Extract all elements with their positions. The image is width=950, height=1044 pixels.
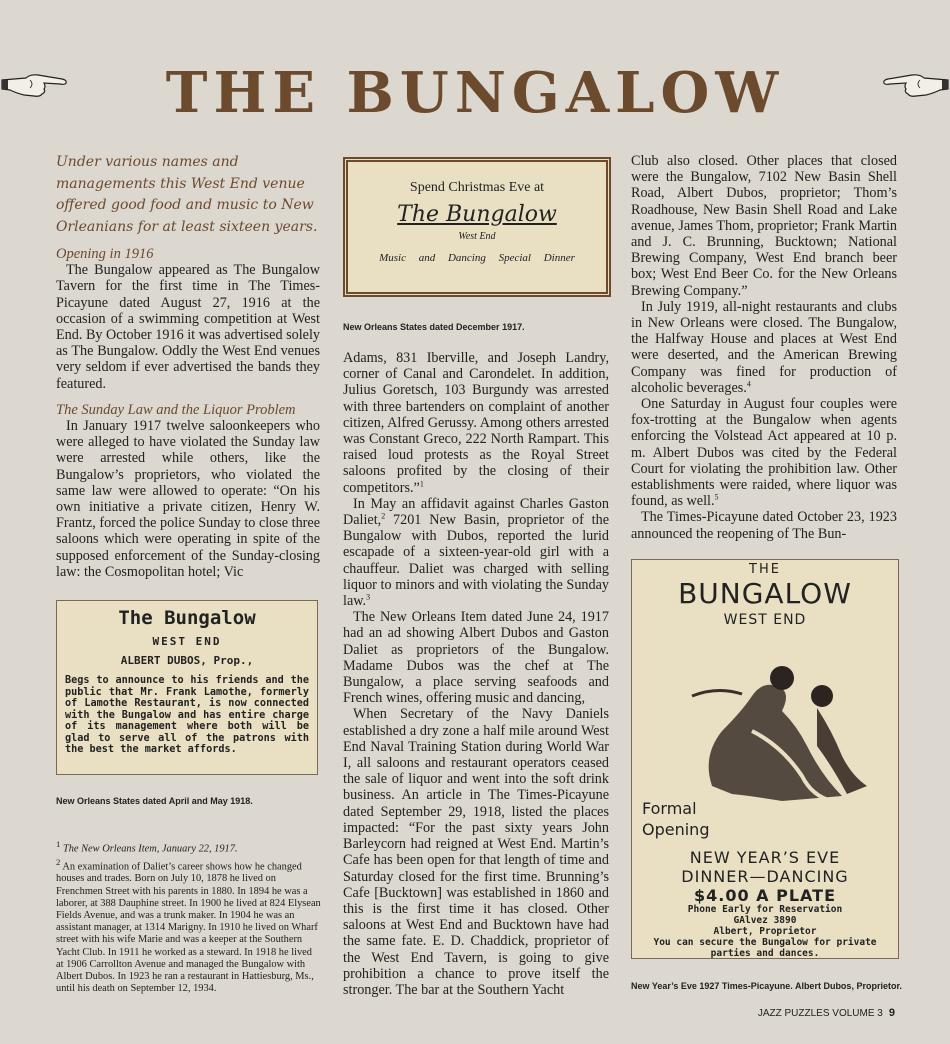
ad-line: WEST END <box>723 612 807 628</box>
footnote-text: An examination of Daliet’s career shows how he changed houses and trades. Born on July 10, 1878 he lived on Frenchmen Street with his parents in 1880. In 1894 he was a laborer, at 388 Dauphine street. In 1900 he lived at 824 Elysean Fields Avenue, and was a trunk maker. In 1904 he was an assistant manager, at 1314 Marigny. In 1910 he lived on Wharf street with his wife Marie and was a keeper at the Southern Yacht Club. In 1911 he worked as a steward. In 1918 he lived at 1906 Carrollton Avenue and managed the Bungalow with Albert Dubos. In 1923 he ran a restaurant in Hattiesburg, Ms., until his death on September 12, 1934. <box>56 861 321 995</box>
paragraph-text: In May an affidavit against Charles Gaston Daliet, <box>343 495 609 529</box>
ad-line: GAlvez 3890 <box>733 915 797 926</box>
section-heading-opening: Opening in 1916 <box>56 246 154 262</box>
christmas-ad <box>343 157 611 297</box>
ad-line: Music and Dancing Special Dinner <box>379 252 575 264</box>
footnote-2 <box>56 856 321 996</box>
footnote-ref: 4 <box>746 379 751 389</box>
paragraph <box>631 299 897 396</box>
paragraph-text: In July 1919, all-night restaurants and clubs in New Orleans were closed. The Bungalow, the Halfway House and places at West End were deserted, and the American Brewing Company was fined for production of alcoholic beverages. <box>631 298 897 396</box>
ad-line: Spend Christmas Eve at <box>409 180 545 195</box>
paragraph-text: 7201 New Basin, proprietor of the Bungalow with Dubos, reported the lurid escapade of a sixteen-year-old girl with a chauffeur. Daliet was charged with selling liquor to minors and with violating the Sunday law. <box>343 512 609 610</box>
ad-line: ALBERT DUBOS, Prop., <box>120 654 254 667</box>
event-details <box>632 848 898 905</box>
paragraph-opening: The Bungalow appeared as The Bungalow Tavern for the first time in The Times-Picayune dated August 27, 1916 at the occasion of a swimming competition at West End. By October 1916 it was advertised solely as The Bungalow. Oddly the West End venues very seldom if ever advertised the bands they featured. <box>56 262 320 392</box>
ad-line: West End <box>458 231 496 242</box>
ad-line: Formal <box>642 799 697 818</box>
footnote-ref: 5 <box>714 492 719 502</box>
footnote-number: 1 <box>56 839 61 849</box>
paragraph-text: One Saturday in August four couples were fox-trotting at the Bungalow when agents enforcing the Volstead Act appeared at 10 p. m. Albert Dubos was cited by the Federal Court for violating the prohibition law. Other establishments were raided, where liquor was found, as well. <box>631 396 897 510</box>
ad-line: Opening <box>642 820 710 839</box>
column-1 <box>56 246 320 580</box>
paragraph <box>343 350 609 496</box>
ad-line: Albert, Proprietor <box>713 926 817 937</box>
ad-body: Begs to announce to his friends and the public that Mr. Frank Lamothe, formerly of Lamothe Restaurant, is now connected with the Bungalow and has entire charge of its management where both will be glad to serve all of the patrons with the best the market affords. <box>65 675 309 755</box>
ad-line: You can secure the Bungalow for private parties and dances. <box>653 937 877 959</box>
footnote-text: The New Orleans Item, January 22, 1917. <box>62 843 238 855</box>
ad-headline: BUNGALOW <box>678 577 852 610</box>
paragraph: The New Orleans Item dated June 24, 1917 had an ad showing Albert Dubos and Gaston Daliet as proprietors of the Bungalow. Madame Dubos was the chef at The Bungalow, a place serving seafoods and French wines, offering music and dancing, <box>343 609 609 707</box>
ad-headline: The Bungalow <box>397 202 557 227</box>
ad-line: DINNER—DANCING <box>681 867 849 886</box>
footnote-ref: 1 <box>419 478 424 488</box>
paragraph-sunday-law: In January 1917 twelve saloonkeepers who were alleged to have violated the Sunday law were arrested while others, like the Bungalow’s proprietors, who violated the same law were allowed to operate: “On his own initiative a private citizen, Henry W. Frantz, forced the police Sunday to close three saloons which were operating in spite of the supposed enforcement of the Sunday-closing law: the Cosmopolitan hotel; Vic <box>56 418 320 580</box>
footnote-ref: 2 <box>381 511 386 521</box>
lamothe-ad <box>56 600 318 775</box>
formal-opening <box>642 798 709 840</box>
footnote-1 <box>56 838 321 856</box>
column-3 <box>631 153 897 542</box>
footnote-ref: 3 <box>366 592 371 602</box>
ad-line: Phone Early for Reservation <box>687 904 843 915</box>
ad-line: WEST END <box>152 635 222 648</box>
reservation-details <box>632 904 898 959</box>
intro-deck: Under various names and managements this West End venue offered good food and music to New Orleanians for at least sixteen years. <box>56 154 318 235</box>
section-heading-sunday-law: The Sunday Law and the Liquor Problem <box>56 401 296 418</box>
paragraph: When Secretary of the Navy Daniels established a dry zone a half mile around West End Naval Training Station during World War I, all saloons and restaurant operators ceased the sale of liquor and went into the soft drink business. An article in The Times-Picayune dated September 29, 1918, listed the places impacted: “For the past sixty years John Barleycorn had reigned at West End. Martin’s Cafe has been open for that length of time and Saturday closed for the first time. Brunning’s Cafe [Bucktown] was established in 1860 and this is the first time it has closed. Other saloons at West End and Bucktown have had the same fate. E. D. Chaddick, proprietor of the West End Tavern, is going to give prohibition a chance to prove itself the stronger. The bar at the Southern Yacht <box>343 706 609 998</box>
paragraph <box>631 396 897 509</box>
paragraph: Club also closed. Other places that closed were the Bungalow, 7102 New Basin Shell Road, Albert Dubos, proprietor; Thom’s Roadhouse, New Basin Shell Road and Lake avenue, James Thom, proprietor; Frank Martin and J. C. Brunning, Bucktown; National Brewing Company, West End branch beer box; West End Beer Co. for the New Orleans Brewing Company.” <box>631 153 897 299</box>
ad-line: THE <box>749 562 781 577</box>
christmas-ad-caption: New Orleans States dated December 1917. <box>343 322 525 332</box>
paragraph: The Times-Picayune dated October 23, 1923 announced the reopening of The Bun- <box>631 509 897 542</box>
ad-line: NEW YEAR’S EVE <box>689 848 841 867</box>
page-title: THE BUNGALOW <box>165 60 785 126</box>
new-year-ad <box>631 559 899 959</box>
footnote-number: 2 <box>56 856 61 867</box>
lamothe-ad-caption: New Orleans States dated April and May 1918. <box>56 796 253 806</box>
ad-headline: The Bungalow <box>118 607 256 629</box>
new-year-ad-caption: New Year’s Eve 1927 Times-Picayune. Albert Dubos, Proprietor. <box>631 981 902 991</box>
ad-line: $4.00 A PLATE <box>693 886 837 905</box>
footer-label: JAZZ PUZZLES VOLUME 3 <box>757 1008 883 1019</box>
footnotes <box>56 838 321 995</box>
page-footer <box>758 1007 895 1019</box>
dancing-couple-illustration <box>632 636 900 806</box>
page-number: 9 <box>888 1007 895 1019</box>
column-2 <box>343 350 609 998</box>
paragraph-text: Adams, 831 Iberville, and Joseph Landry, corner of Canal and Carondelet. In addition, Julius Goretsch, 103 Burgundy was arrested with three bartenders on complaint of another citizen, Alfred Gerussy. Among others arrested was Constant Greco, 222 North Rampart. This raised loud protests as the Royal Street saloons profited by the closing of their competitors.” <box>343 350 609 496</box>
paragraph <box>343 496 609 609</box>
